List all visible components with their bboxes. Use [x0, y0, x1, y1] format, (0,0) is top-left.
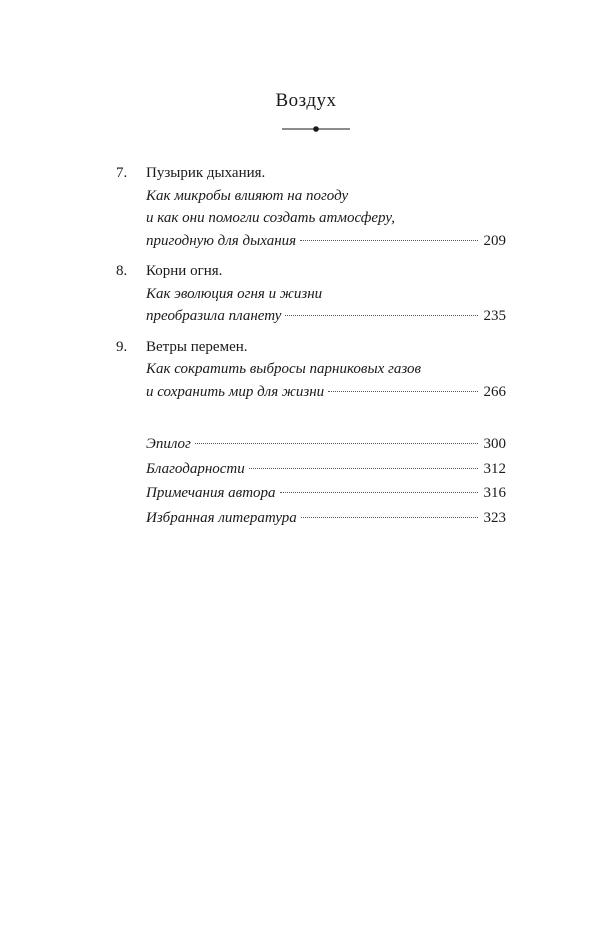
chapter-subtitle-line: пригодную для дыхания: [146, 232, 297, 249]
table-of-contents: [116, 162, 506, 531]
chapter-subtitle-line: Как эволюция огня и жизни: [146, 285, 323, 302]
page-number: 235: [483, 308, 506, 324]
page-number: 266: [483, 383, 506, 400]
toc-chapter-7[interactable]: [116, 162, 506, 252]
chapter-title: Ветры перемен.: [146, 338, 248, 355]
chapter-subtitle-line: преобразила планету: [146, 308, 282, 324]
section-title: Воздух: [275, 90, 337, 111]
ornament-divider-icon: [282, 126, 350, 132]
page-number: 316: [483, 485, 506, 501]
entry-title: Эпилог: [146, 436, 191, 452]
chapter-number: 8.: [116, 263, 128, 279]
leader-dots: [195, 443, 478, 444]
page-number: 209: [483, 232, 506, 249]
entry-title: Избранная литература: [146, 509, 297, 526]
leader-dots: [300, 240, 478, 241]
chapter-subtitle-line: Как сократить выбросы парниковых газов: [146, 361, 422, 377]
chapter-title: Корни огня.: [146, 263, 223, 279]
chapter-subtitle-line: и сохранить мир для жизни: [146, 383, 325, 400]
toc-entry-bibliography[interactable]: [146, 507, 506, 530]
chapter-subtitle-line: Как микробы влияют на погоду: [146, 187, 349, 204]
toc-entry-epilogue[interactable]: [146, 433, 506, 456]
chapter-number: 7.: [116, 165, 128, 181]
page-number: 300: [483, 436, 506, 452]
leader-dots: [249, 468, 478, 469]
toc-entry-acknowledgements[interactable]: [146, 458, 506, 481]
leader-dots: [301, 517, 478, 518]
entry-title: Примечания автора: [146, 485, 276, 501]
toc-chapter-8[interactable]: [116, 260, 506, 328]
chapter-subtitle-line: и как они помогли создать атмосферу,: [146, 210, 395, 226]
leader-dots: [328, 391, 478, 392]
leader-dots: [285, 315, 478, 316]
page-number: 323: [483, 509, 506, 526]
entry-title: Благодарности: [146, 460, 245, 477]
leader-dots: [280, 492, 478, 493]
toc-entry-author-notes[interactable]: [146, 482, 506, 505]
chapter-title: Пузырик дыхания.: [146, 165, 266, 181]
back-matter-list: [116, 433, 506, 529]
chapter-number: 9.: [116, 338, 128, 355]
page-number: 312: [483, 460, 506, 477]
toc-chapter-9[interactable]: [116, 336, 506, 404]
